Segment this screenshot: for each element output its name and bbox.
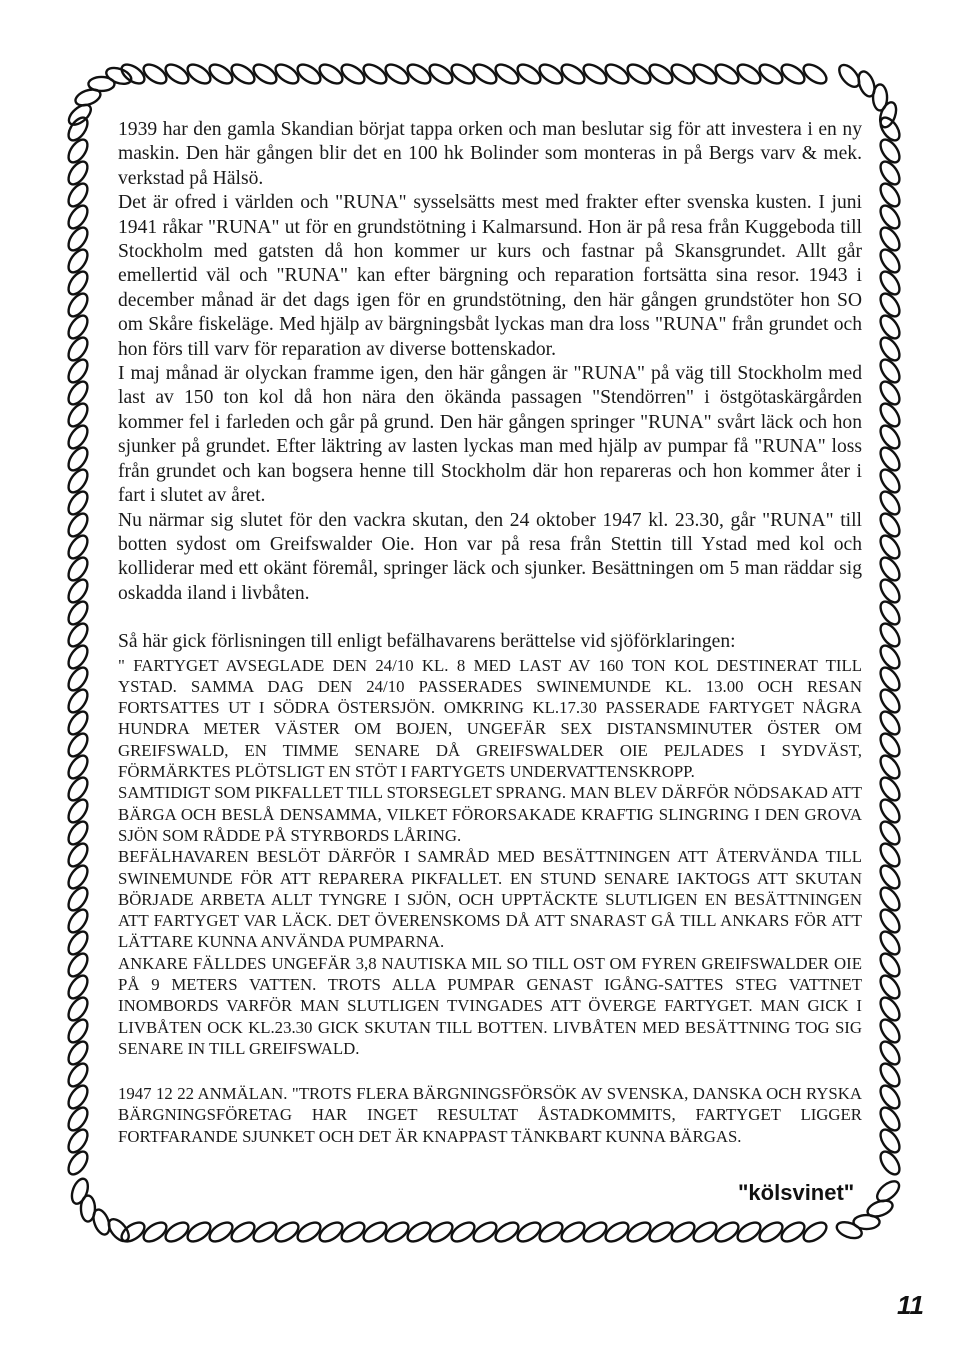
paragraph: Det är ofred i världen och "RUNA" sysselsätts mest med frakter efter svenska kusten. I juni 1941 råkar "RUNA" ut för en grundstötning i Kalmarsund. Hon är på resa från Kuggeboda till Stockholm med gatsten då hon kommer ur kurs och fastnar på Skansgrundet. Allt går emellertid väl och "RUNA" kan efter bärgning och reparation fortsätta sina resor. 1943 i december månad är det dags igen för en grundstötning, den här gången grundstöter hon SO om Skåre fiskeläge. Med hjälp av bärgningsbåt lyckas man dra loss "RUNA" från grundet och hon förs till varv för reparation av diverse bottenskador.: [118, 192, 862, 360]
paragraph: 1939 har den gamla Skandian börjat tappa orken och man beslutar sig för att investera i en ny maskin. Den här gången blir det en 100 hk Bolinder som monteras in på Bergs varv & mek. verkstad på Hälsö.: [118, 119, 862, 189]
page-number: 11: [897, 1290, 924, 1320]
report-block: SAMTIDIGT SOM PIKFALLET TILL STORSEGLET SPRANG. MAN BLEV DÄRFÖR NÖDSAKAD ATT BÄRGA OCH BESLÅ DENSAMMA, VILKET FÖRORSAKADE KRAFTIG SLINGRING I DEN GROVA SJÖN SOM RÅDDE PÅ STYRBORDS LÅRING.: [118, 783, 862, 845]
paragraph: Nu närmar sig slutet för den vackra skutan, den 24 oktober 1947 kl. 23.30, går "RUNA" till botten sydost om Greifswalder Oie. Hon var på resa från Stettin till Ystad med kol och kolliderar med ett okänt föremål, springer läck och sjunker. Besättningen om 5 man räddar sig oskadda iland i livbåten.: [118, 509, 862, 604]
report-block: ANKARE FÄLLDES UNGEFÄR 3,8 NAUTISKA MIL SO TILL OST OM FYREN GREIFSWALDER OIE PÅ 9 METERS VATTEN. TROTS ALLA PUMPAR GENAST IGÅNG-SATTES STEG VATTNET INOMBORDS VARFÖR MAN SLUTLIGEN TVINGADES ATT ÖVERGE FARTYGET. MAN GICK I LIVBÅTEN OCK KL.23.30 GICK SKUTAN TILL BOTTEN. LIVBÅTEN MED BESÄTTNING TOG SIG SENARE IN TILL GREIFSWALD.: [118, 953, 862, 1058]
signature: "kölsvinet": [738, 1180, 855, 1205]
report-block: BEFÄLHAVAREN BESLÖT DÄRFÖR I SAMRÅD MED BESÄTTNINGEN ATT ÅTERVÄNDA TILL SWINEMUNDE FÖR ATT REPARERA PIKFALLET. EN STUND SENARE IAKTOGS ATT SKUTAN BÖRJADE ARBETA ALLT TYNGRE I SJÖN, OCH UPPTÄCKTE SLUTLIGEN EN BESÄTTNINGEN ATT FARTYGET VAR LÄCK. DET ÖVERENSKOMS DÅ ATT SNARAST GÅ TILL ANKARS FÖR ATT LÄTTARE KUNNA ANVÄNDA PUMPARNA.: [118, 847, 862, 952]
article-body: [118, 118, 862, 1147]
closing-report: 1947 12 22 ANMÄLAN. "TROTS FLERA BÄRGNINGSFÖRSÖK AV SVENSKA, DANSKA OCH RYSKA BÄRGNINGSFÖRETAG HAR INGET RESULTAT ÅSTADKOMMITS, FARTYGET LIGGER FORTFARANDE SJUNKET OCH DET ÄR KNAPPAST TÄNKBART KUNNA BÄRGAS.: [118, 1084, 862, 1146]
paragraph: I maj månad är olyckan framme igen, den här gången är "RUNA" på väg till Stockholm med last av 150 ton kol då hon nära den ökända passagen "Stendörren" i östgötaskärgården kommer fel i farleden och går på grund. Den här gången springer "RUNA" svårt läck och hon sjunker på grundet. Efter läktring av lasten lyckas man med hjälp av pumpar få "RUNA" loss från grundet och kan bogsera henne till Stockholm där hon repareras och hon kommer åter i fart i slutet av året.: [118, 363, 862, 507]
report-block: " FARTYGET AVSEGLADE DEN 24/10 KL. 8 MED LAST AV 160 TON KOL DESTINERAT TILL YSTAD. SAMMA DAG DEN 24/10 PASSERADES SWINEMUNDE KL. 13.00 OCH RESAN FORTSATTES UT I SÖDRA ÖSTERSJÖN. OMKRING KL.17.30 PASSERADE FARTYGET NÅGRA HUNDRA METER VÄSTER OM BOJEN, UNGEFÄR SEX DISTANSMINUTER ÖSTER OM GREIFSWALD, EN TIMME SENARE DÅ GREIFSWALDER OIE PEJLADES I SYDVÄST, FÖRMÄRKTES PLÖTSLIGT EN STÖT I FARTYGETS UNDERVATTENSKROPP.: [118, 655, 862, 782]
intro-line: Så här gick förlisningen till enligt befälhavarens berättelse vid sjöförklaringen:: [118, 631, 736, 653]
